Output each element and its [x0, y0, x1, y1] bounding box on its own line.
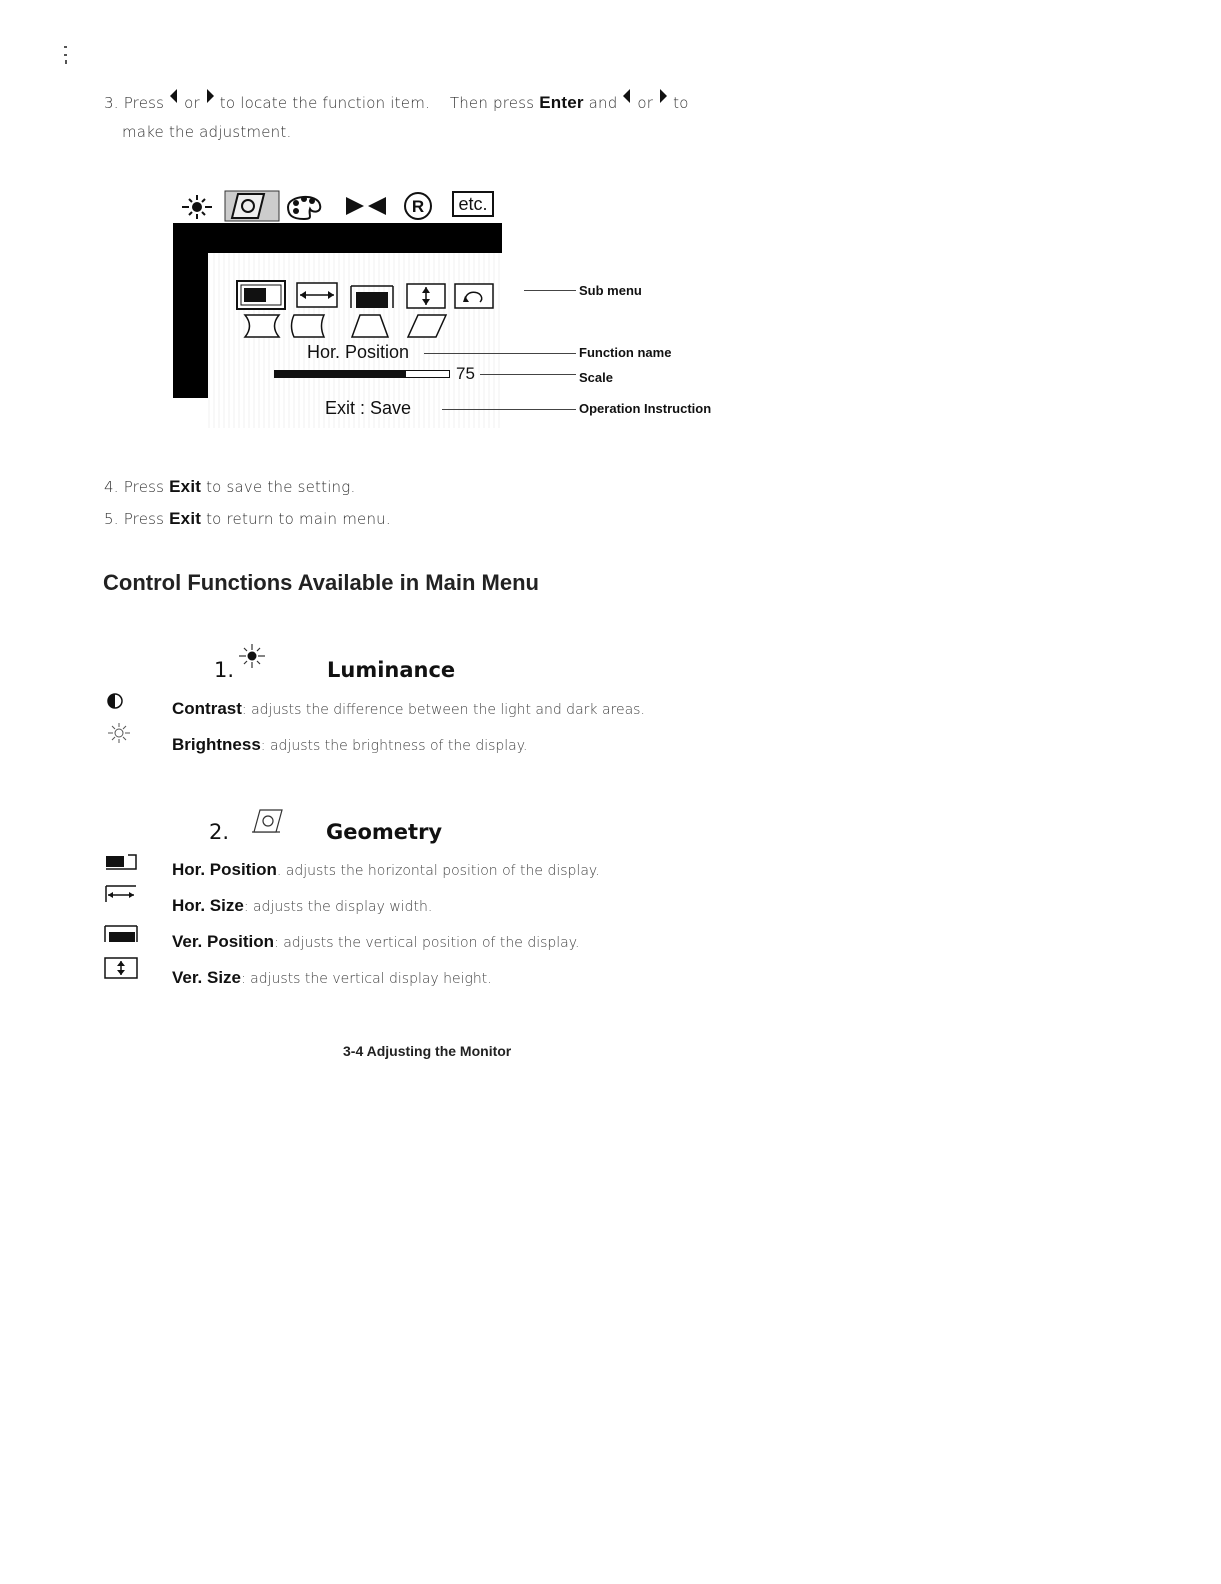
osd-frame-left [173, 223, 208, 398]
osd-scale-value: 75 [456, 364, 475, 383]
leader-sub-menu [524, 290, 576, 291]
step5-num: 5. [104, 510, 119, 528]
step4-num: 4. [104, 478, 119, 496]
brightness-desc: : adjusts the brightness of the display. [260, 738, 528, 754]
step3-and: and [588, 94, 618, 112]
osd-scale-bar [274, 370, 450, 378]
geometry-icon [224, 190, 280, 222]
osd-diagram [170, 185, 730, 435]
page-footer: 3-4 Adjusting the Monitor [343, 1043, 512, 1059]
pin-balance-icon [288, 313, 328, 339]
hor-position-item [172, 860, 600, 880]
contrast-item [172, 699, 645, 719]
ver-size-term: Ver. Size [172, 968, 241, 987]
hor-position-desc: . adjusts the horizontal position of the display. [276, 863, 600, 879]
contrast-icon [105, 692, 129, 710]
callout-sub-menu: Sub menu [579, 283, 642, 298]
svg-text:R: R [411, 197, 425, 216]
step5-press: Press [123, 510, 165, 528]
section2-title: Geometry [326, 820, 443, 844]
right-arrow-icon [658, 89, 668, 103]
enter-key: Enter [539, 93, 584, 112]
hor-size-icon [296, 282, 338, 308]
left-arrow-icon [169, 89, 179, 103]
recall-icon [402, 191, 434, 221]
leader-instruction [442, 409, 576, 410]
step5 [104, 509, 391, 529]
callout-operation-instruction: Operation Instruction [579, 401, 712, 416]
brightness-term: Brightness [172, 735, 261, 754]
step4-rest: to save the setting. [206, 478, 356, 496]
ver-size-item [172, 968, 492, 988]
step5-rest: to return to main menu. [206, 510, 391, 528]
section1-num: 1. [214, 658, 235, 682]
step4-press: Press [123, 478, 165, 496]
convergence-icon [344, 195, 388, 217]
step5-key: Exit [169, 509, 202, 528]
ver-size-desc: : adjusts the vertical display height. [241, 971, 492, 987]
left-arrow-icon [622, 89, 632, 103]
step3-press: Press [123, 94, 165, 112]
ver-size-icon [103, 956, 139, 980]
brightness-icon [106, 722, 132, 744]
step3-num: 3. [104, 94, 119, 112]
geometry-icon [250, 806, 286, 836]
hor-position-term: Hor. Position [172, 860, 277, 879]
osd-instruction: Exit : Save [325, 398, 412, 418]
scan-mark [64, 46, 67, 68]
sun-icon [180, 193, 214, 221]
step4-key: Exit [169, 477, 202, 496]
step3-or2: or [637, 94, 654, 112]
osd-frame-top [173, 223, 502, 253]
section1-title: Luminance [327, 658, 456, 682]
ver-position-icon [103, 924, 139, 944]
etc-label: etc. [458, 194, 488, 214]
step3-locate: to locate the function item. [219, 94, 430, 112]
brightness-item [172, 735, 528, 755]
ver-position-desc: : adjusts the vertical position of the display. [274, 935, 580, 951]
hor-size-item [172, 896, 432, 916]
step3-then-press: Then press [449, 94, 535, 112]
step3-line2: make the adjustment. [122, 123, 292, 141]
hor-position-icon [104, 853, 138, 871]
ver-position-term: Ver. Position [172, 932, 275, 951]
pincushion-icon [242, 313, 282, 339]
osd-function-name: Hor. Position [307, 342, 410, 362]
parallelogram-icon [406, 313, 448, 339]
hor-size-icon [104, 884, 138, 904]
ver-position-item [172, 932, 579, 952]
hor-size-desc: : adjusts the display width. [243, 899, 433, 915]
callout-scale: Scale [579, 370, 613, 385]
contrast-term: Contrast [172, 699, 242, 718]
color-palette-icon [284, 191, 324, 221]
callout-function-name: Function name [579, 345, 672, 360]
rotation-icon [454, 282, 494, 310]
contrast-desc: : adjusts the difference between the light and dark areas. [241, 702, 645, 718]
step3-line1 [104, 93, 689, 113]
leader-scale [480, 374, 576, 375]
ver-size-icon [406, 282, 446, 310]
hor-position-icon [236, 280, 286, 310]
hor-size-term: Hor. Size [172, 896, 244, 915]
step4 [104, 477, 355, 497]
osd-scale-fill [275, 371, 406, 377]
step3-or1: or [184, 94, 200, 112]
step3-to: to [673, 94, 689, 112]
section2-num: 2. [209, 820, 230, 844]
section-heading: Control Functions Available in Main Menu [103, 570, 539, 595]
etc-box [452, 191, 494, 217]
leader-function-name [424, 353, 576, 354]
right-arrow-icon [205, 89, 215, 103]
ver-position-icon [350, 282, 394, 310]
sun-icon [236, 642, 268, 670]
trapezoid-icon [350, 313, 390, 339]
